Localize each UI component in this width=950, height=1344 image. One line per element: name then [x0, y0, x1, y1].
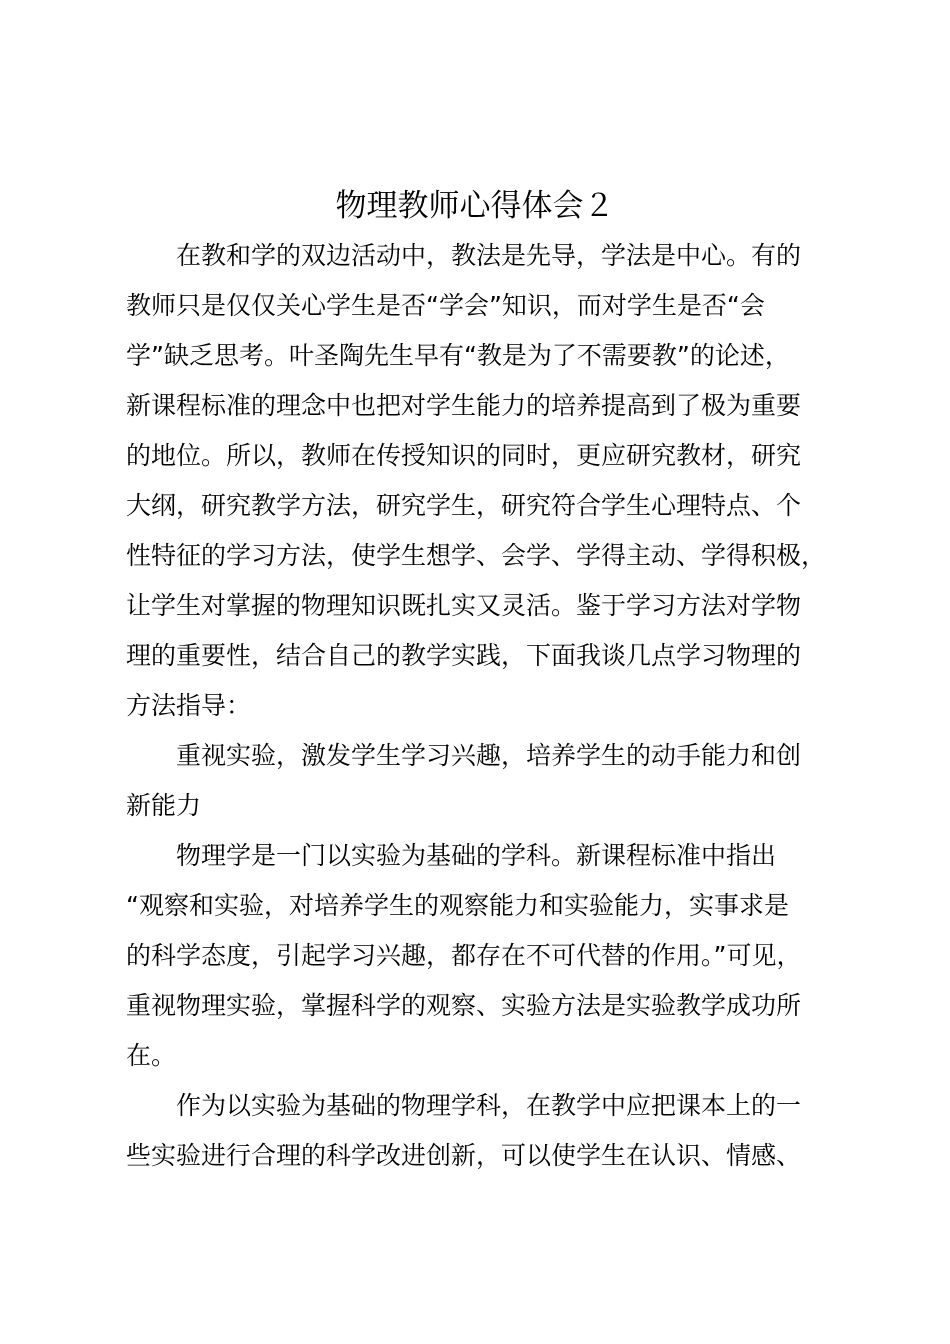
document-body — [126, 231, 832, 1181]
paragraph-experiment-basis — [126, 831, 832, 1081]
text-line: 的科学态度，引起学习兴趣，都存在不可代替的作用。”可见， — [126, 941, 802, 970]
text-line: 方法指导： — [126, 691, 252, 720]
text-line: 在。 — [126, 1041, 177, 1070]
text-line: 理的重要性，结合自己的教学实践，下面我谈几点学习物理的 — [126, 641, 802, 670]
text-line: 物理学是一门以实验为基础的学科。新课程标准中指出 — [176, 841, 777, 870]
text-line: “观察和实验，对培养学生的观察能力和实验能力，实事求是 — [126, 891, 789, 920]
text-line: 些实验进行合理的科学改进创新，可以使学生在认识、情感、 — [126, 1141, 802, 1170]
document-title: 物理教师心得体会２ — [335, 188, 615, 224]
text-line: 性特征的学习方法，使学生想学、会学、学得主动、学得积极， — [126, 541, 827, 570]
text-line: 的地位。所以，教师在传授知识的同时，更应研究教材，研究 — [126, 441, 802, 470]
text-line: 新能力 — [126, 791, 202, 820]
paragraph-section-heading — [126, 731, 832, 831]
text-line: 重视实验，激发学生学习兴趣，培养学生的动手能力和创 — [176, 741, 802, 770]
text-line: 新课程标准的理念中也把对学生能力的培养提高到了极为重要 — [126, 391, 802, 420]
text-line: 教师只是仅仅关心学生是否“学会”知识，而对学生是否“会 — [126, 291, 765, 320]
paragraph-experiment-innovation — [126, 1081, 832, 1181]
text-line: 学”缺乏思考。叶圣陶先生早有“教是为了不需要教”的论述， — [126, 341, 790, 370]
text-line: 让学生对掌握的物理知识既扎实又灵活。鉴于学习方法对学物 — [126, 591, 802, 620]
text-line: 在教和学的双边活动中，教法是先导，学法是中心。有的 — [176, 241, 802, 270]
text-line: 重视物理实验，掌握科学的观察、实验方法是实验教学成功所 — [126, 991, 802, 1020]
text-line: 作为以实验为基础的物理学科，在教学中应把课本上的一 — [176, 1091, 802, 1120]
paragraph-study-methods — [126, 231, 832, 731]
text-line: 大纲，研究教学方法，研究学生，研究符合学生心理特点、个 — [126, 491, 802, 520]
